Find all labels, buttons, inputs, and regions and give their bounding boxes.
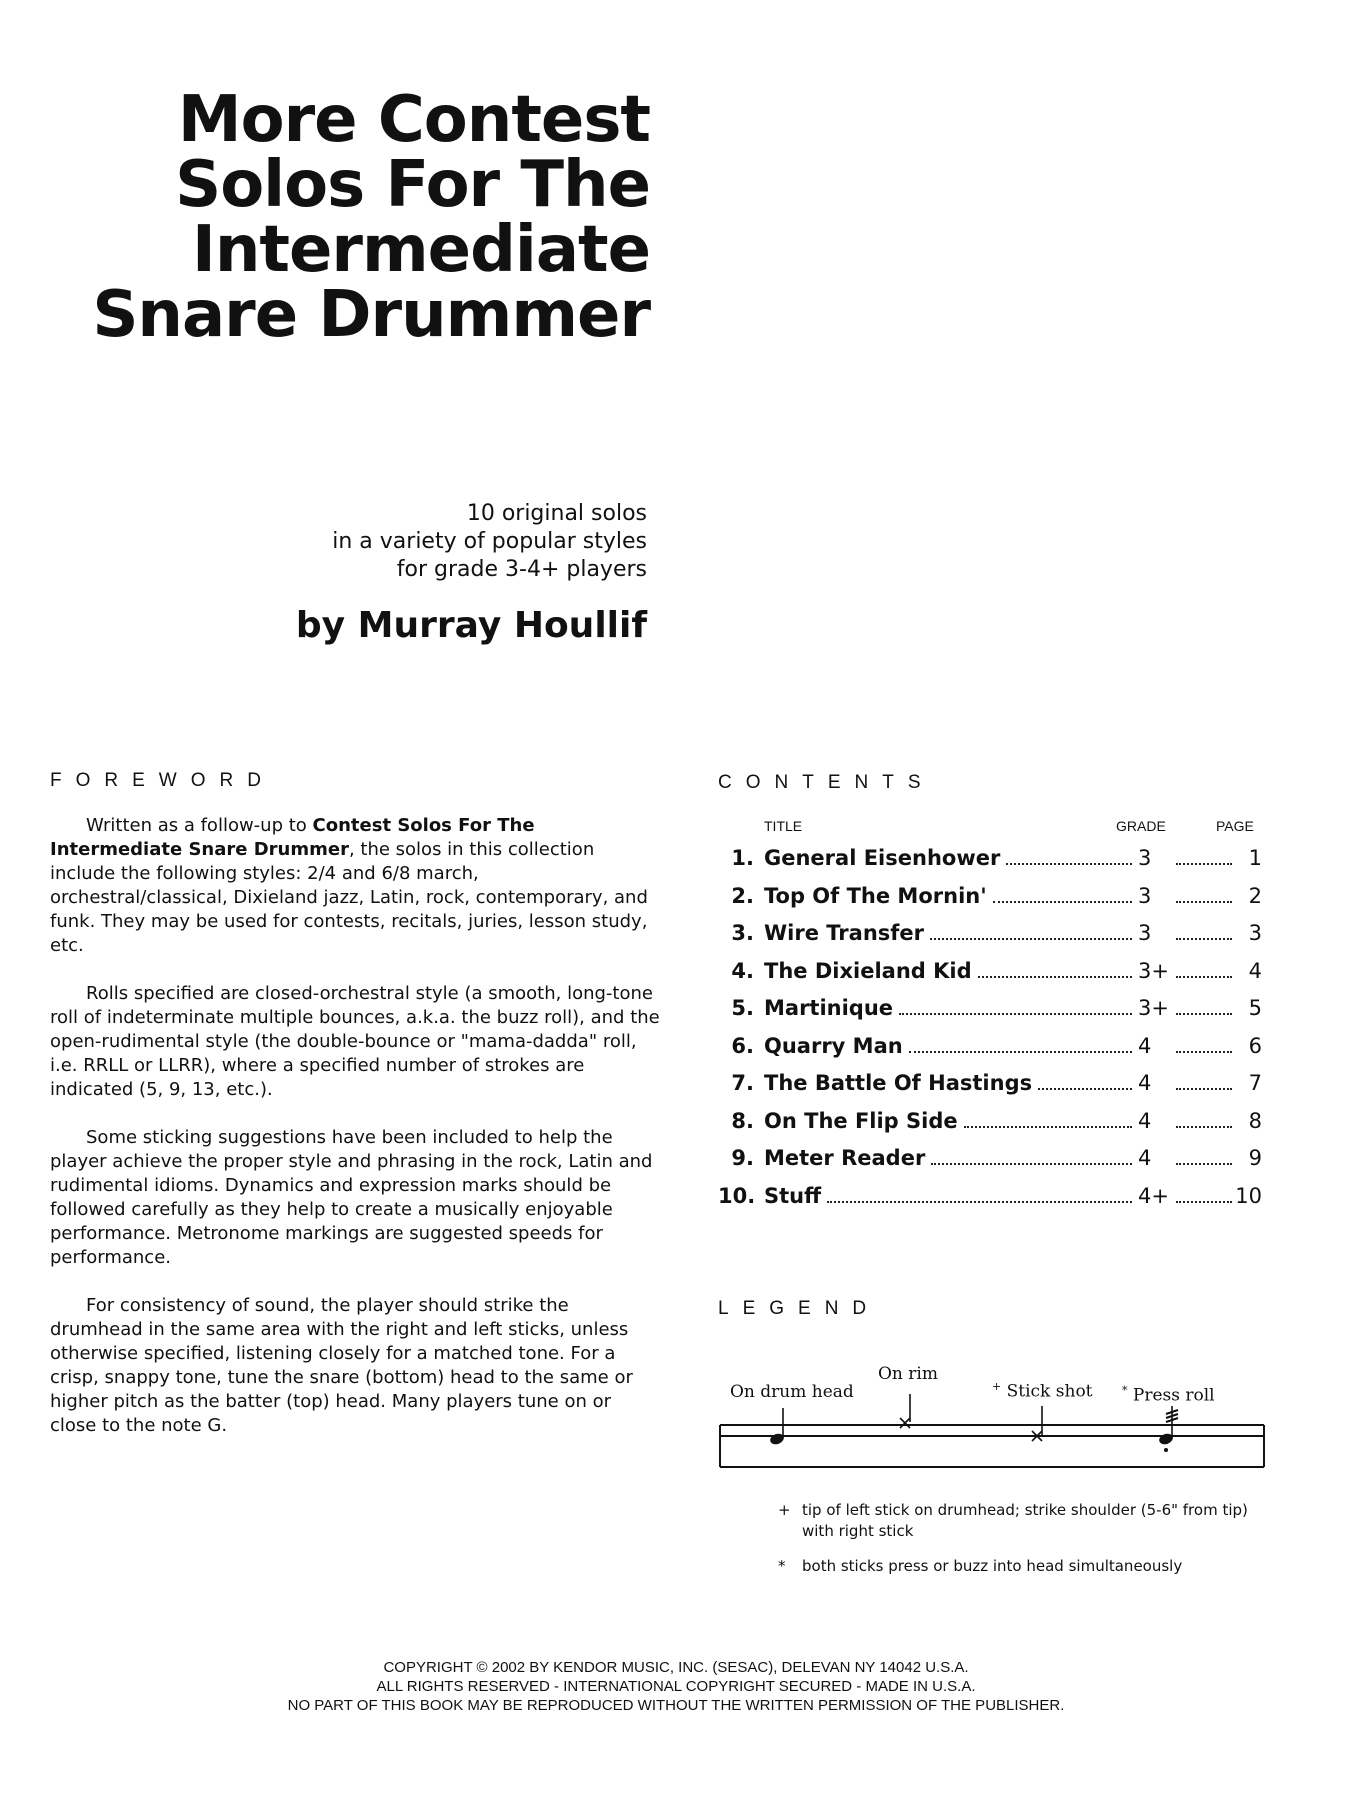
subtitle-line: 10 original solos [466, 501, 647, 526]
note-symbol: + [778, 1501, 791, 1519]
legend-note [778, 1500, 1278, 1542]
leader-dots [1176, 1088, 1232, 1090]
item-grade: 3+ [1138, 958, 1169, 983]
title-line: Snare Drummer [92, 278, 650, 352]
item-page: 5 [1248, 996, 1262, 1020]
item-page: 8 [1248, 1108, 1262, 1133]
item-number: 5. [731, 996, 754, 1020]
item-number: 7. [731, 1071, 754, 1095]
column-page: PAGE [1216, 818, 1254, 834]
contents-item [718, 959, 1262, 997]
contents-item [718, 996, 1262, 1034]
leader-dots [930, 938, 1132, 940]
item-title: Wire Transfer [764, 921, 925, 945]
item-page: 2 [1248, 883, 1262, 908]
legend-note [778, 1556, 1278, 1577]
contents-item [718, 1034, 1262, 1072]
item-page: 3 [1248, 921, 1262, 945]
label-on-rim: On rim [878, 1364, 938, 1384]
leader-dots [993, 901, 1132, 903]
leader-dots [1176, 976, 1232, 978]
book-title [40, 83, 650, 352]
foreword-paragraph [50, 814, 660, 958]
item-number: 3. [731, 921, 754, 945]
item-title: The Battle Of Hastings [764, 1071, 1033, 1095]
foreword-paragraph: Rolls specified are closed-orchestral style (a smooth, long-tone roll of indeterminate multiple bounces, a.k.a. the buzz roll), and the open-rudimental style (the double-bounce or "mama-dadda" roll, i.e. RRLL or LLRR), where a specified number of strokes are indicated (5, 9, 13, etc.). [50, 983, 660, 1100]
stick-shot-text: Stick shot [1006, 1381, 1093, 1402]
item-title: Stuff [764, 1183, 822, 1208]
item-number: 9. [731, 1146, 754, 1170]
leader-dots [1176, 1126, 1232, 1128]
legend-notes [778, 1500, 1278, 1591]
contents-item [718, 1184, 1262, 1222]
staff-svg [718, 1350, 1268, 1480]
item-number: 4. [731, 958, 754, 983]
foreword-text [50, 814, 660, 1462]
leader-dots [909, 1051, 1132, 1053]
item-grade: 4 [1138, 1071, 1152, 1095]
subtitle-line: in a variety of popular styles [332, 529, 647, 554]
copyright-line: COPYRIGHT © 2002 BY KENDOR MUSIC, INC. (SESAC), DELEVAN NY 14042 U.S.A. [383, 1659, 969, 1676]
leader-dots [899, 1013, 1132, 1015]
item-title: Quarry Man [764, 1033, 903, 1058]
press-roll-mark: * [1122, 1384, 1128, 1397]
item-page: 9 [1248, 1146, 1262, 1170]
foreword-paragraph: For consistency of sound, the player should strike the drumhead in the same area with the right and left sticks, unless otherwise specified, listening closely for a matched tone. For a crisp, snappy tone, tune the snare (bottom) head to the same or higher pitch as the batter (top) head. Many players tune on or close to the note G. [50, 1295, 633, 1436]
item-page: 6 [1248, 1033, 1262, 1058]
contents-heading: CONTENTS [718, 772, 935, 793]
contents-item [718, 1146, 1262, 1184]
on-rim-note [900, 1394, 910, 1428]
legend-notation [718, 1350, 1268, 1480]
item-grade: 4 [1138, 1108, 1152, 1133]
item-grade: 3 [1138, 883, 1152, 908]
label-on-drum-head: On drum head [730, 1382, 854, 1402]
foreword-p1-after: , the solos in this collection include the following styles: 2/4 and 6/8 march, orchestral/classical, Dixieland jazz, Latin, rock, contemporary, and funk. They may be used for contests, recitals, juries, lesson study, etc. [50, 839, 648, 956]
note-text: tip of left stick on drumhead; strike shoulder (5-6" from tip) with right stick [802, 1501, 1248, 1540]
column-grade: GRADE [1116, 818, 1166, 834]
note-text: both sticks press or buzz into head simultaneously [802, 1557, 1183, 1575]
leader-dots [827, 1201, 1132, 1203]
item-page: 1 [1248, 846, 1262, 870]
subtitle-line: for grade 3-4+ players [396, 557, 647, 582]
on-drum-head-note [769, 1408, 786, 1446]
note-symbol: * [778, 1557, 786, 1575]
item-title: Meter Reader [764, 1146, 926, 1170]
title-line: More Contest [177, 83, 650, 157]
contents-item [718, 1071, 1262, 1109]
leader-dots [1006, 863, 1132, 865]
contents-column-headers [718, 818, 1258, 838]
item-grade: 3+ [1138, 996, 1169, 1020]
contents-item [718, 846, 1262, 884]
column-title: TITLE [764, 818, 803, 834]
contents-item [718, 921, 1262, 959]
leader-dots [1176, 901, 1232, 903]
author: by Murray Houllif [295, 605, 647, 646]
item-grade: 3 [1138, 921, 1152, 945]
leader-dots [1176, 1201, 1232, 1203]
leader-dots [1038, 1088, 1132, 1090]
item-page: 4 [1248, 958, 1262, 983]
leader-dots [964, 1126, 1132, 1128]
contents-item [718, 884, 1262, 922]
item-page: 10 [1235, 1183, 1262, 1208]
foreword-p1-bold: Contest Solos For The Intermediate Snare Drummer [50, 815, 535, 860]
item-title: The Dixieland Kid [764, 958, 972, 983]
item-grade: 4 [1138, 1033, 1152, 1058]
contents-list [718, 846, 1262, 1221]
item-grade: 4+ [1138, 1183, 1169, 1208]
foreword-heading: FOREWORD [50, 770, 275, 791]
subtitle [200, 500, 647, 584]
title-line: Solos For The [175, 148, 650, 222]
item-number: 2. [731, 883, 754, 908]
press-roll-note [1158, 1406, 1178, 1452]
item-title: Top Of The Mornin' [764, 883, 987, 908]
contents-item [718, 1109, 1262, 1147]
title-line: Intermediate [192, 213, 650, 287]
leader-dots [931, 1163, 1132, 1165]
item-page: 7 [1248, 1071, 1262, 1095]
leader-dots [1176, 938, 1232, 940]
foreword-p1-before: Written as a follow-up to [86, 815, 313, 836]
press-roll-text: Press roll [1132, 1385, 1215, 1406]
item-grade: 4 [1138, 1146, 1152, 1170]
item-title: Martinique [764, 996, 894, 1020]
stick-shot-mark: + [992, 1380, 1002, 1393]
foreword-paragraph: Some sticking suggestions have been included to help the player achieve the proper style and phrasing in the rock, Latin and rudimental idioms. Dynamics and expression marks should be followed carefully as they help to create a musically enjoyable performance. Metronome markings are suggested speeds for performance. [50, 1127, 653, 1268]
copyright-notice [0, 1658, 1352, 1715]
leader-dots [1176, 863, 1232, 865]
leader-dots [1176, 1051, 1232, 1053]
leader-dots [978, 976, 1132, 978]
item-number: 10. [718, 1183, 756, 1208]
leader-dots [1176, 1013, 1232, 1015]
item-title: General Eisenhower [764, 846, 1001, 870]
item-number: 6. [731, 1033, 754, 1058]
copyright-line: NO PART OF THIS BOOK MAY BE REPRODUCED WITHOUT THE WRITTEN PERMISSION OF THE PUBLISHER. [287, 1697, 1065, 1714]
item-number: 1. [731, 846, 754, 870]
legend-heading: LEGEND [718, 1298, 881, 1319]
leader-dots [1176, 1163, 1232, 1165]
copyright-line: ALL RIGHTS RESERVED - INTERNATIONAL COPYRIGHT SECURED - MADE IN U.S.A. [376, 1678, 976, 1695]
item-title: On The Flip Side [764, 1108, 958, 1133]
item-number: 8. [731, 1108, 754, 1133]
item-grade: 3 [1138, 846, 1152, 870]
